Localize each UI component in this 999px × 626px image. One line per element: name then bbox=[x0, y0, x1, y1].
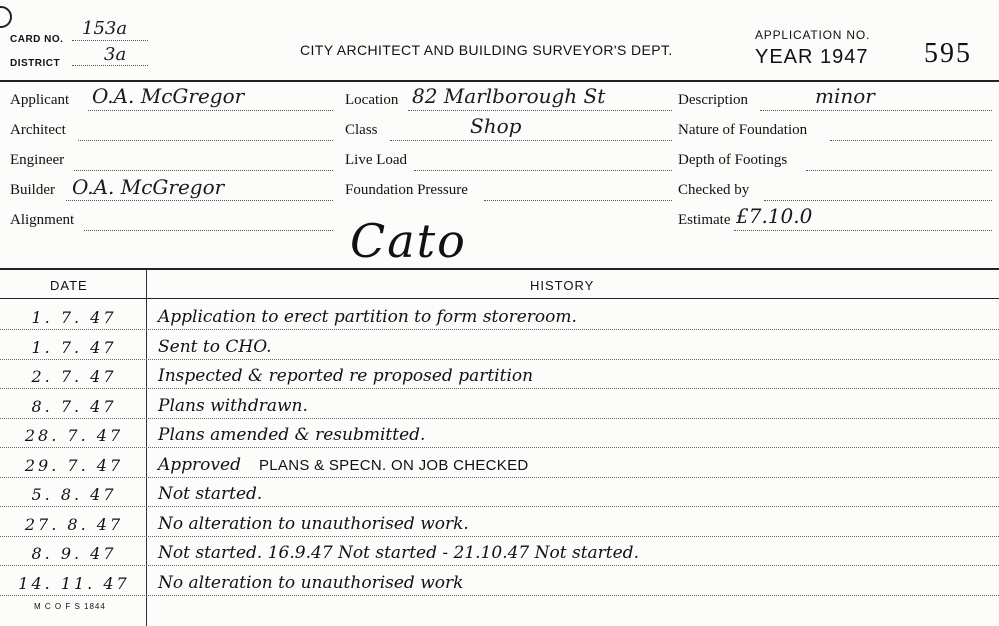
history-row bbox=[0, 389, 999, 419]
history-entry bbox=[158, 455, 529, 475]
history-row bbox=[0, 536, 999, 566]
history-entry bbox=[158, 573, 463, 593]
estimate-value: £7.10.0 bbox=[736, 204, 813, 228]
estimate-label: Estimate bbox=[678, 212, 731, 228]
history-entry-text: Plans amended & resubmitted. bbox=[158, 425, 426, 445]
history-entry-text: Approved bbox=[158, 454, 241, 475]
signature: Cato bbox=[350, 214, 467, 268]
year-label: YEAR bbox=[755, 46, 814, 68]
history-row bbox=[0, 418, 999, 448]
history-date: 27. 8. 47 bbox=[24, 514, 124, 534]
history-row bbox=[0, 300, 999, 330]
architect-line bbox=[78, 140, 333, 141]
year-field bbox=[755, 46, 869, 69]
history-row bbox=[0, 359, 999, 389]
history-column-header: HISTORY bbox=[530, 278, 595, 293]
architect-label: Architect bbox=[10, 122, 66, 138]
district-line bbox=[72, 65, 148, 66]
history-row bbox=[0, 448, 999, 478]
applicant-value: O.A. McGregor bbox=[92, 84, 245, 108]
history-top-rule bbox=[0, 268, 999, 270]
history-entry bbox=[158, 396, 308, 416]
depth-of-footings-line bbox=[806, 170, 992, 171]
history-entry bbox=[158, 425, 425, 445]
year-value: 1947 bbox=[820, 46, 869, 68]
engineer-label: Engineer bbox=[10, 152, 65, 168]
nature-of-foundation-label: Nature of Foundation bbox=[678, 122, 808, 138]
history-entry-text: No alteration to unauthorised work. bbox=[158, 513, 469, 534]
depth-of-footings-label: Depth of Footings bbox=[678, 152, 788, 168]
history-entry-text: Sent to CHO. bbox=[158, 336, 272, 357]
date-column-header: DATE bbox=[50, 278, 88, 293]
form-code: M C O F S 1844 bbox=[34, 602, 106, 611]
foundation-pressure-line bbox=[484, 200, 672, 201]
alignment-label: Alignment bbox=[10, 212, 75, 228]
class-label: Class bbox=[345, 122, 378, 138]
location-line bbox=[408, 110, 672, 111]
history-entry bbox=[158, 484, 262, 504]
foundation-pressure-label: Foundation Pressure bbox=[345, 182, 468, 198]
history-date: 14. 11. 47 bbox=[18, 573, 130, 593]
description-value: minor bbox=[815, 84, 875, 108]
description-label: Description bbox=[678, 92, 748, 108]
history-date: 1. 7. 47 bbox=[31, 308, 117, 327]
history-date: 8. 9. 47 bbox=[31, 544, 117, 563]
punch-hole bbox=[0, 6, 12, 28]
history-entry bbox=[158, 366, 533, 386]
checked-by-label: Checked by bbox=[678, 182, 750, 198]
builder-line bbox=[66, 200, 333, 201]
history-entry-text: No alteration to unauthorised work bbox=[158, 572, 464, 593]
header-rule bbox=[0, 80, 999, 82]
live-load-label: Live Load bbox=[345, 152, 408, 168]
location-value: 82 Marlborough St bbox=[412, 84, 606, 108]
nature-of-foundation-line bbox=[830, 140, 992, 141]
district-label: DISTRICT bbox=[10, 58, 61, 69]
history-entry bbox=[158, 307, 577, 327]
history-date: 8. 7. 47 bbox=[31, 396, 117, 416]
history-row bbox=[0, 330, 999, 360]
application-no-label: APPLICATION NO. bbox=[755, 28, 871, 42]
row-rule bbox=[0, 595, 999, 596]
applicant-line bbox=[88, 110, 333, 111]
history-entry bbox=[158, 543, 639, 563]
history-row bbox=[0, 477, 999, 507]
card-no-label: CARD NO. bbox=[10, 34, 64, 45]
live-load-line bbox=[414, 170, 672, 171]
history-entry-text: Application to erect partition to form storeroom. bbox=[158, 307, 577, 327]
builder-value: O.A. McGregor bbox=[72, 175, 225, 199]
district-value: 3a bbox=[104, 44, 127, 65]
location-label: Location bbox=[345, 92, 399, 108]
builder-label: Builder bbox=[10, 182, 55, 198]
department-title: CITY ARCHITECT AND BUILDING SURVEYOR'S DEPT. bbox=[300, 42, 673, 58]
history-date: 29. 7. 47 bbox=[24, 455, 124, 475]
approval-stamp: PLANS & SPECN. ON JOB CHECKED bbox=[258, 456, 529, 474]
history-row bbox=[0, 507, 999, 537]
history-header-rule bbox=[0, 298, 999, 299]
history-date: 5. 8. 47 bbox=[31, 485, 117, 504]
alignment-line bbox=[84, 230, 333, 231]
history-entry-text: Not started. bbox=[158, 484, 263, 504]
application-number: 595 bbox=[924, 38, 972, 69]
checked-by-line bbox=[764, 200, 992, 201]
class-value: Shop bbox=[470, 114, 522, 138]
history-row bbox=[0, 566, 999, 596]
history-date: 2. 7. 47 bbox=[31, 367, 117, 386]
history-entry-text: Plans withdrawn. bbox=[158, 395, 308, 416]
applicant-label: Applicant bbox=[10, 92, 70, 108]
history-entry bbox=[158, 514, 469, 534]
class-line bbox=[390, 140, 672, 141]
card-no-value: 153a bbox=[82, 18, 128, 39]
history-date: 1. 7. 47 bbox=[31, 337, 117, 357]
history-entry-text: Inspected & reported re proposed partition bbox=[158, 366, 534, 386]
history-date: 28. 7. 47 bbox=[24, 426, 124, 445]
history-entry bbox=[158, 337, 272, 357]
card-no-line bbox=[72, 40, 148, 41]
engineer-line bbox=[74, 170, 333, 171]
estimate-line bbox=[734, 230, 992, 231]
history-entry-text: Not started. 16.9.47 Not started - 21.10.47 Not started. bbox=[158, 543, 639, 563]
description-line bbox=[760, 110, 992, 111]
